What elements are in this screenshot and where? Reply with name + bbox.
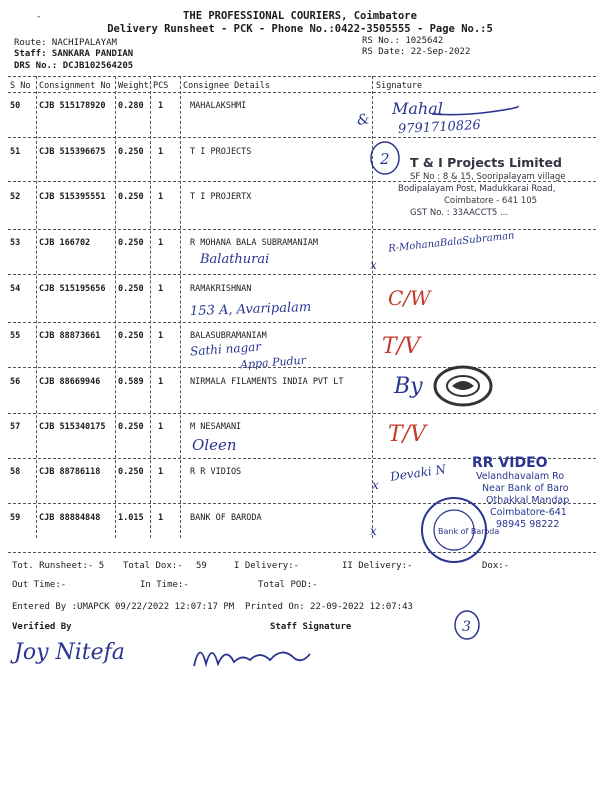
drs-number: DRS No.: DCJB102564205	[14, 61, 134, 71]
handwritten-note: T/V	[382, 334, 420, 359]
row-consignment: CJB 88873661	[39, 331, 101, 341]
col-divider	[115, 76, 116, 538]
col-sno: S No	[10, 81, 31, 91]
row-consignee: T I PROJERTX	[190, 192, 252, 202]
company-seal	[432, 364, 494, 408]
handwritten-note: Oleen	[192, 436, 237, 454]
i-delivery: I Delivery:-	[234, 561, 300, 571]
col-divider	[180, 76, 181, 538]
row-sno: 50	[10, 101, 21, 111]
total-runsheet: Tot. Runsheet:- 5	[12, 561, 105, 571]
row-pcs: 1	[158, 422, 164, 432]
row-weight: 0.250	[118, 147, 144, 157]
col-consignee: Consignee Details	[183, 81, 270, 91]
total-dox-label: Total Dox:-	[123, 561, 183, 571]
col-divider	[150, 76, 151, 538]
row-sno: 54	[10, 284, 21, 294]
handwritten-signature: Devaki N	[389, 462, 447, 484]
handwritten-mark: x	[370, 524, 377, 538]
rs-date: RS Date: 22-Sep-2022	[362, 47, 471, 57]
staff-signature	[190, 636, 315, 680]
row-consignee: NIRMALA FILAMENTS INDIA PVT LT	[190, 377, 344, 387]
row-consignment: CJB 88669946	[39, 377, 101, 387]
route-label: Route: NACHIPALAYAM	[14, 38, 117, 48]
handwritten-signature: By	[394, 374, 423, 399]
row-consignment: CJB 515195656	[39, 284, 106, 294]
handwritten-note: T/V	[388, 422, 426, 447]
row-pcs: 1	[158, 284, 164, 294]
row-weight: 0.589	[118, 377, 144, 387]
stamp-line: Near Bank of Baro	[482, 483, 569, 494]
out-time: Out Time:-	[12, 580, 67, 590]
circled-number	[368, 140, 402, 176]
row-sno: 56	[10, 377, 21, 387]
table-top-rule	[8, 76, 596, 77]
row-sno: 51	[10, 147, 21, 157]
row-consignment: CJB 515340175	[39, 422, 106, 432]
stamp-title: RR VIDEO	[472, 455, 548, 471]
table-header-rule	[8, 92, 596, 93]
in-time: In Time:-	[140, 580, 189, 590]
row-consignee: RAMAKRISHNAN	[190, 284, 252, 294]
rs-number: RS No.: 1025642	[362, 36, 444, 46]
row-separator	[8, 137, 596, 138]
handwritten-note: Sathi nagar	[189, 339, 262, 359]
row-consignment: CJB 166702	[39, 238, 91, 248]
row-weight: 0.280	[118, 101, 144, 111]
handwritten-note: Mahal	[392, 99, 443, 118]
circled-number-text: 3	[462, 619, 471, 635]
col-pcs: PCS	[153, 81, 169, 91]
handwritten-note: R-MohanaBalaSubraman	[387, 230, 515, 255]
bank-seal	[418, 494, 500, 566]
row-weight: 0.250	[118, 238, 144, 248]
row-separator	[8, 552, 596, 553]
row-consignment: CJB 515396675	[39, 147, 106, 157]
row-pcs: 1	[158, 147, 164, 157]
handwritten-note: 9791710826	[397, 117, 482, 138]
col-consignment: Consignment No	[39, 81, 111, 91]
staff-signature-label: Staff Signature	[270, 622, 352, 632]
row-pcs: 1	[158, 331, 164, 341]
row-pcs: 1	[158, 238, 164, 248]
row-sno: 58	[10, 467, 21, 477]
handwritten-note: C/W	[388, 286, 431, 310]
total-pod: Total POD:-	[258, 580, 318, 590]
row-consignment: CJB 515395551	[39, 192, 106, 202]
col-weight: Weight	[118, 81, 149, 91]
stamp-line: GST No. : 33AACCT5 ...	[410, 208, 509, 218]
staff-label: Staff: SANKARA PANDIAN	[14, 49, 134, 59]
row-pcs: 1	[158, 192, 164, 202]
row-sno: 55	[10, 331, 21, 341]
row-consignee: M NESAMANI	[190, 422, 242, 432]
printed-on: Printed On: 22-09-2022 12:07:43	[245, 602, 413, 612]
handwritten-note: Balathurai	[200, 252, 270, 267]
row-pcs: 1	[158, 101, 164, 111]
col-divider	[36, 76, 37, 538]
bank-seal-text: Bank of Baroda	[438, 527, 500, 536]
row-pcs: 1	[158, 467, 164, 477]
stamp-line: Bodipalayam Post, Madukkarai Road,	[398, 184, 556, 194]
row-sno: 52	[10, 192, 21, 202]
row-weight: 0.250	[118, 422, 144, 432]
handwritten-note: 153 A, Avaripalam	[189, 299, 312, 320]
handwritten-note: &	[355, 111, 371, 129]
verified-by-label: Verified By	[12, 622, 72, 632]
row-consignment: CJB 88786118	[39, 467, 101, 477]
row-separator	[8, 413, 596, 414]
stamp-line: Coimbatore - 641 105	[444, 196, 538, 206]
row-separator	[8, 367, 596, 368]
circled-number	[452, 608, 482, 642]
document-subtitle: Delivery Runsheet - PCK - Phone No.:0422-3505555 - Page No.:5	[107, 23, 493, 35]
handwritten-stroke	[430, 100, 522, 120]
stamp-line: Velandhavalam Ro	[476, 471, 565, 482]
svg-text:2: 2	[380, 150, 390, 168]
row-separator	[8, 322, 596, 323]
col-signature: Signature	[376, 81, 423, 91]
row-pcs: 1	[158, 377, 164, 387]
header-mark: -	[36, 12, 42, 22]
row-sno: 57	[10, 422, 21, 432]
row-weight: 0.250	[118, 331, 144, 341]
entered-by: Entered By :UMAPCK 09/22/2022 12:07:17 PM	[12, 602, 235, 612]
verified-signature: Joy Nitefa	[14, 640, 125, 665]
row-consignee: R R VIDIOS	[190, 467, 242, 477]
stamp-title: T & I Projects Limited	[410, 155, 562, 170]
row-pcs: 1	[158, 513, 164, 523]
row-separator	[8, 229, 596, 230]
row-sno: 53	[10, 238, 21, 248]
handwritten-mark: x	[370, 258, 377, 272]
row-consignment: CJB 515178920	[39, 101, 106, 111]
document-title: THE PROFESSIONAL COURIERS, Coimbatore	[183, 10, 417, 22]
ii-delivery: II Delivery:-	[342, 561, 413, 571]
row-separator	[8, 274, 596, 275]
row-consignee: T I PROJECTS	[190, 147, 252, 157]
total-dox-value: 59	[196, 561, 207, 571]
row-consignee: R MOHANA BALA SUBRAMANIAM	[190, 238, 318, 248]
row-consignment: CJB 88884848	[39, 513, 101, 523]
ndox: Dox:-	[482, 561, 510, 571]
stamp-line: 98945 98222	[496, 519, 560, 530]
row-weight: 0.250	[118, 467, 144, 477]
row-consignee: MAHALAKSHMI	[190, 101, 247, 111]
row-consignee: BALASUBRAMANIAM	[190, 331, 267, 341]
row-consignee: BANK OF BARODA	[190, 513, 262, 523]
stamp-line: Othakkal Mandap	[486, 495, 570, 506]
handwritten-note: Appa Pudur	[239, 353, 307, 372]
row-weight: 0.250	[118, 284, 144, 294]
row-sno: 59	[10, 513, 21, 523]
stamp-line: SF No : 8 & 15, Sooripalayam village	[410, 172, 566, 182]
row-weight: 1.015	[118, 513, 144, 523]
row-weight: 0.250	[118, 192, 144, 202]
handwritten-mark: x	[372, 478, 379, 492]
stamp-line: Coimbatore-641	[490, 507, 567, 518]
